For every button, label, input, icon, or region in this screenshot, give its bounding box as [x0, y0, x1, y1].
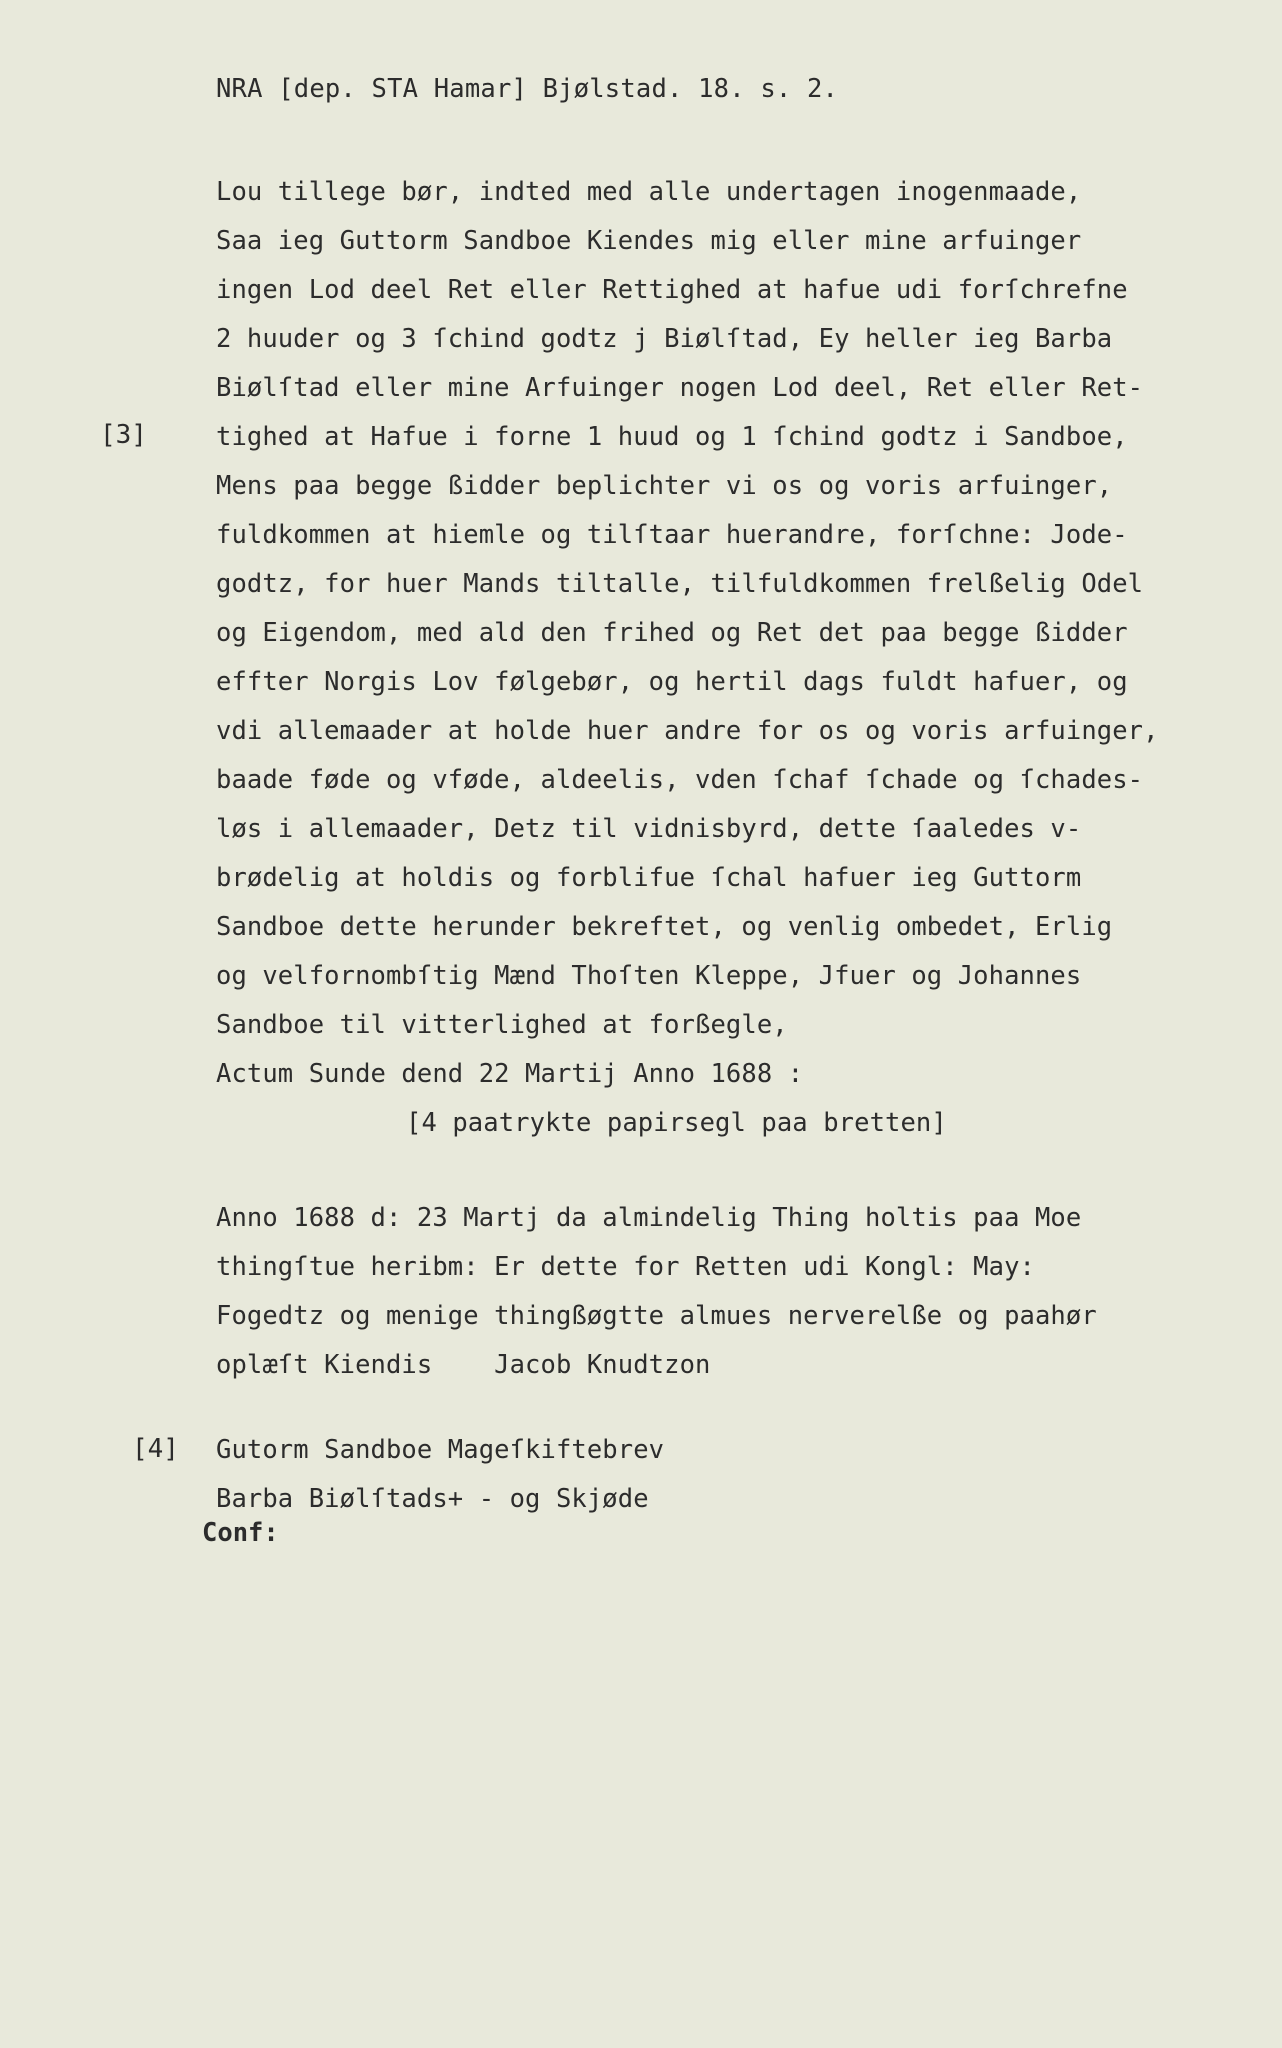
text-line: Biølſtad eller mine Arfuinger nogen Lod deel, Ret eller Ret- [216, 373, 1144, 403]
text-line: ingen Lod deel Ret eller Rettighed at hafue udi forſchrefne [216, 275, 1128, 305]
text-line: Saa ieg Guttorm Sandboe Kiendes mig eller mine arfuinger [216, 226, 1082, 256]
text-line: godtz, for huer Mands tiltalle, tilfuldkommen frelßelig Odel [216, 569, 1144, 599]
text-line: Actum Sunde dend 22 Martij Anno 1688 : [216, 1059, 804, 1089]
text-line: vdi allemaader at holde huer andre for os og voris arfuinger, [216, 716, 1159, 746]
text-line: løs i allemaader, Detz til vidnisbyrd, dette ſaaledes v- [216, 814, 1082, 844]
text-line: brødelig at holdis og forblifue ſchal hafuer ieg Guttorm [216, 863, 1082, 893]
margin-mark-4: [4] [132, 1434, 179, 1464]
text-line: oplæſt Kiendis Jacob Knudtzon [216, 1350, 711, 1380]
text-line: Lou tillege bør, indted med alle undertagen inogenmaade, [216, 177, 1082, 207]
text-line: 2 huuder og 3 ſchind godtz j Biølſtad, Ey heller ieg Barba [216, 324, 1113, 354]
text-line: Fogedtz og menige thingßøgtte almues nerverelße og paahør [216, 1301, 1097, 1331]
text-line: effter Norgis Lov følgebør, og hertil dags fuldt hafuer, og [216, 667, 1128, 697]
paragraph-thing [216, 1194, 1097, 1390]
text-line: tighed at Hafue i forne 1 huud og 1 ſchind godtz i Sandboe, [216, 422, 1128, 452]
text-line: Barba Biølſtads+ - og Skjøde [216, 1484, 649, 1514]
document-header: NRA [dep. STA Hamar] Bjølstad. 18. s. 2. [216, 74, 839, 104]
text-line: thingſtue heribm: Er dette for Retten udi Kongl: May: [216, 1252, 1035, 1282]
text-line: og velfornombſtig Mænd Thoſten Kleppe, Jfuer og Johannes [216, 961, 1082, 991]
text-line: fuldkommen at hiemle og tilſtaar huerandre, forſchne: Jode- [216, 520, 1128, 550]
paragraph-endorsement [216, 1426, 664, 1524]
margin-mark-3: [3] [100, 420, 147, 450]
conf-mark: Conf: [202, 1518, 279, 1548]
text-line: Anno 1688 d: 23 Martj da almindelig Thing holtis paa Moe [216, 1203, 1082, 1233]
seal-note: [4 paatrykte papirsegl paa bretten] [406, 1108, 947, 1138]
text-line: Mens paa begge ßidder beplichter vi os og voris arfuinger, [216, 471, 1113, 501]
text-line: Gutorm Sandboe Mageſkiftebrev [216, 1435, 665, 1465]
text-line: Sandboe dette herunder bekreftet, og venlig ombedet, Erlig [216, 912, 1113, 942]
text-line: og Eigendom, med ald den frihed og Ret det paa begge ßidder [216, 618, 1128, 648]
text-line: Sandboe til vitterlighed at forßegle, [216, 1010, 788, 1040]
paragraph-main [216, 168, 1159, 1148]
text-line: baade føde og vføde, aldeelis, vden ſchaf ſchade og ſchades- [216, 765, 1144, 795]
